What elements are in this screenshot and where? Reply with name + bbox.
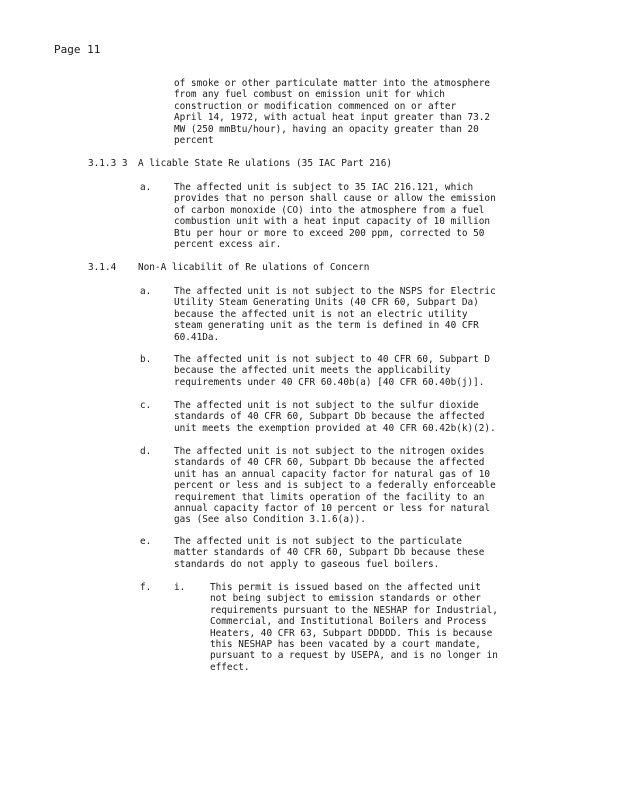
section-3-1-3-number: 3.1.3 3 [88,158,128,169]
item-3-1-3-a-label: a. [140,182,152,193]
intro-paragraph: of smoke or other particulate matter into the atmosphere from any fuel combust on emission unit for which construction or modification commenced on or after April 14, 1972, with actual heat input greater than 73.2 MW (250 mmBtu/hour), having an opacity greater than 20 percent [174,78,491,147]
page-number: Page 11 [54,43,101,56]
item-3-1-4-c-label: c. [140,400,152,411]
item-3-1-4-e-text: The affected unit is not subject to the particulate matter standards of 40 CFR 60, Subpart Db because these standards do not apply to gaseous fuel boilers. [174,536,485,570]
item-3-1-4-d-text: The affected unit is not subject to the nitrogen oxides standards of 40 CFR 60, Subpart Db because the affected unit has an annual capacity factor for natural gas of 10 percent or less and is subject to a federally enforceable requirement that limits operation of the facility to an annual capacity factor of 10 percent or less for natural gas (See also Condition 3.1.6(a)). [174,446,496,526]
item-3-1-3-a-text: The affected unit is subject to 35 IAC 216.121, which provides that no person shall cause or allow the emission of carbon monoxide (CO) into the atmosphere from a fuel combustion unit with a heat input capacity of 10 million Btu per hour or more to exceed 200 ppm, corrected to 50 percent excess air. [174,182,496,251]
item-3-1-4-f-i-text: This permit is issued based on the affected unit not being subject to emission standards or other requirements pursuant to the NESHAP for Industrial, Commercial, and Institutional Boilers and Process Heaters, 40 CFR 63, Subpart DDDDD. This is because this NESHAP has been vacated by a court mandate, pursuant to a request by USEPA, and is no longer in effect. [210,582,498,673]
item-3-1-4-f-label: f. [140,582,152,593]
item-3-1-4-f-i-label: i. [174,582,186,593]
section-3-1-4-heading: Non-A licabilit of Re ulations of Concern [138,262,370,273]
item-3-1-4-b-label: b. [140,354,152,365]
section-3-1-3-heading: A licable State Re ulations (35 IAC Part 216) [138,158,392,169]
item-3-1-4-e-label: e. [140,536,152,547]
item-3-1-4-c-text: The affected unit is not subject to the sulfur dioxide standards of 40 CFR 60, Subpart Db because the affected unit meets the exemption provided at 40 CFR 60.42b(k)(2). [174,400,496,434]
item-3-1-4-d-label: d. [140,446,152,457]
item-3-1-4-a-label: a. [140,286,152,297]
item-3-1-4-b-text: The affected unit is not subject to 40 CFR 60, Subpart D because the affected unit meets the applicability requirements under 40 CFR 60.40b(a) [40 CFR 60.40b(j)]. [174,354,491,388]
item-3-1-4-a-text: The affected unit is not subject to the NSPS for Electric Utility Steam Generating Units (40 CFR 60, Subpart Da) because the affected unit is not an electric utility steam generating unit as the term is defined in 40 CFR 60.41Da. [174,286,496,343]
section-3-1-4-number: 3.1.4 [88,262,117,273]
